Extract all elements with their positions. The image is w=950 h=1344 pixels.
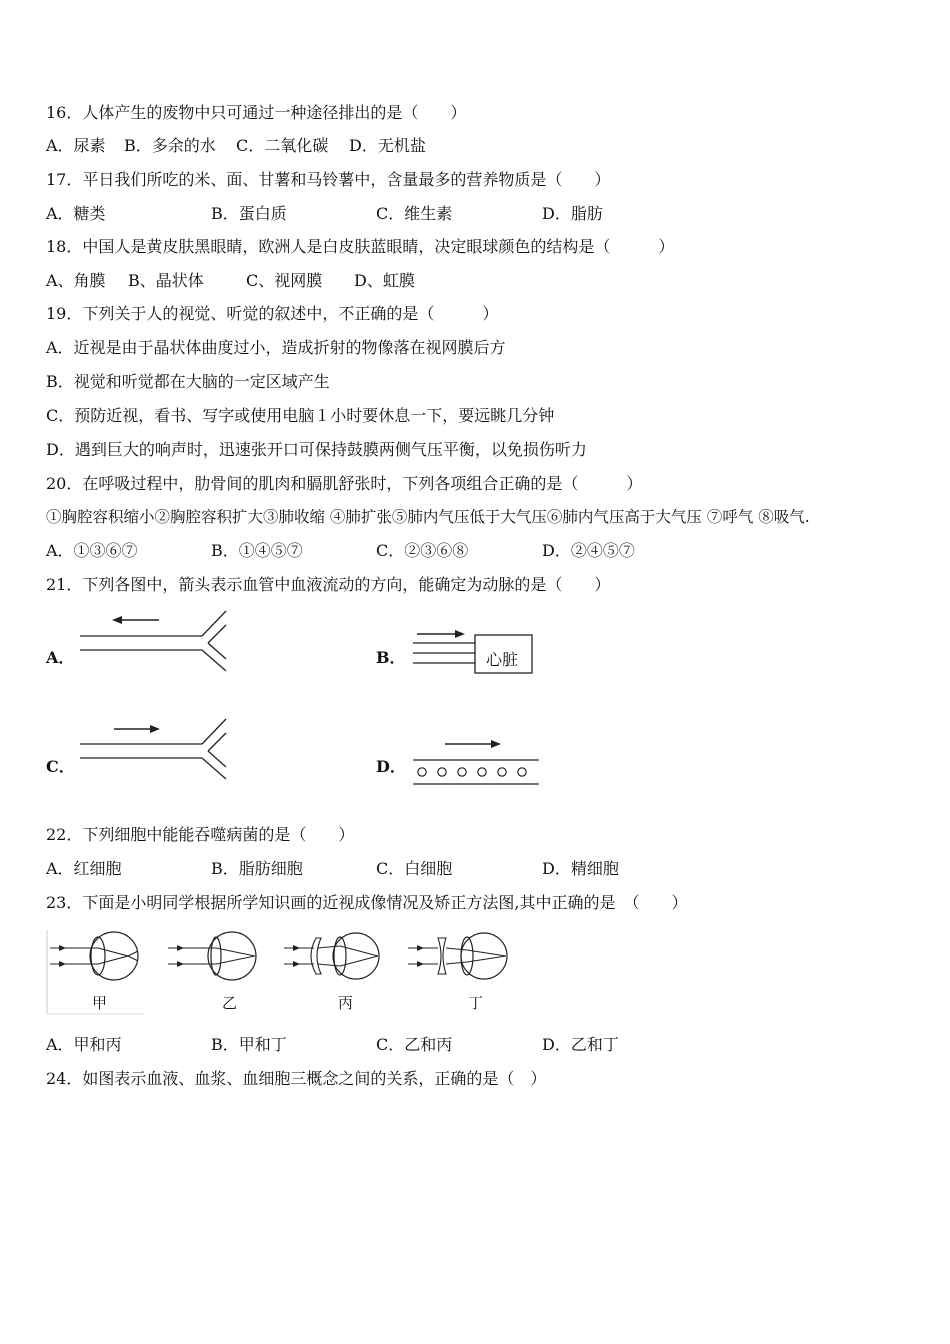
q19-stem: 19．下列关于人的视觉、听觉的叙述中，不正确的是（ ） xyxy=(46,304,499,323)
q24-stem: 24．如图表示血液、血浆、血细胞三概念之间的关系，正确的是（ ） xyxy=(46,1069,547,1088)
q22-option-b: B．脂肪细胞 xyxy=(211,859,303,878)
q23-option-d: D．乙和丁 xyxy=(542,1035,619,1054)
q16-option-b: B．多余的水 xyxy=(124,136,216,155)
q20-items: ①胸腔容积缩小②胸腔容积扩大③肺收缩 ④肺扩张⑤肺内气压低于大气压⑥肺内气压高于大气压 ⑦呼气 ⑧吸气. xyxy=(46,508,810,526)
q23-option-a: A．甲和丙 xyxy=(46,1035,122,1054)
q19-option-d: D．遇到巨大的响声时，迅速张开口可保持鼓膜两侧气压平衡，以免损伤听力 xyxy=(46,440,587,459)
q20-option-d: D．②④⑤⑦ xyxy=(542,541,635,560)
eye-diagram-bing xyxy=(280,926,384,986)
q20-option-c: C．②③⑥⑧ xyxy=(376,541,469,560)
q21-figure-b xyxy=(405,625,540,677)
q21-label-d: D． xyxy=(376,757,406,776)
q23-option-c: C．乙和丙 xyxy=(376,1035,453,1054)
q20-option-b: B．①④⑤⑦ xyxy=(211,541,303,560)
q19-option-c: C．预防近视，看书、写字或使用电脑１小时要休息一下，要远眺几分钟 xyxy=(46,406,555,425)
q22-option-a: A．红细胞 xyxy=(46,859,122,878)
q17-option-b: B．蛋白质 xyxy=(211,204,287,223)
q18-option-a: A、角膜 xyxy=(46,271,106,290)
q17-option-d: D．脂肪 xyxy=(542,204,603,223)
q22-stem: 22．下列细胞中能能吞噬病菌的是（ ） xyxy=(46,825,355,844)
q21-figure-a xyxy=(74,608,234,674)
eye-label-jia: 甲 xyxy=(92,994,108,1012)
eye-label-yi: 乙 xyxy=(222,994,238,1012)
q22-option-d: D．精细胞 xyxy=(542,859,619,878)
q17-option-c: C．维生素 xyxy=(376,204,453,223)
q17-option-a: A．糖类 xyxy=(46,204,106,223)
heart-label: 心脏 xyxy=(486,650,519,669)
q17-stem: 17．平日我们所吃的米、面、甘薯和马铃薯中，含量最多的营养物质是（ ） xyxy=(46,170,611,189)
q22-option-c: C．白细胞 xyxy=(376,859,453,878)
eye-label-ding: 丁 xyxy=(468,994,484,1012)
q21-figure-d xyxy=(405,734,545,788)
q23-stem: 23．下面是小明同学根据所学知识画的近视成像情况及矫正方法图,其中正确的是 （ ） xyxy=(46,893,688,912)
q20-stem: 20．在呼吸过程中，肋骨间的肌肉和膈肌舒张时，下列各项组合正确的是（ ） xyxy=(46,474,643,493)
q21-label-b: B． xyxy=(376,648,406,667)
q18-option-b: B、晶状体 xyxy=(128,271,204,290)
q19-option-b: B．视觉和听觉都在大脑的一定区域产生 xyxy=(46,372,330,391)
eye-diagram-yi xyxy=(162,926,266,986)
q18-option-d: D、虹膜 xyxy=(354,271,415,290)
eye-label-bing: 丙 xyxy=(338,994,354,1012)
q16-option-a: A．尿素 xyxy=(46,136,106,155)
q23-option-b: B．甲和丁 xyxy=(211,1035,287,1054)
q21-label-a: A． xyxy=(46,648,75,667)
q16-option-d: D．无机盐 xyxy=(349,136,426,155)
q20-option-a: A．①③⑥⑦ xyxy=(46,541,138,560)
eye-diagram-ding xyxy=(404,926,514,986)
q16-option-c: C．二氧化碳 xyxy=(236,136,329,155)
q19-option-a: A．近视是由于晶状体曲度过小，造成折射的物像落在视网膜后方 xyxy=(46,338,506,357)
q18-stem: 18．中国人是黄皮肤黑眼睛，欧洲人是白皮肤蓝眼睛，决定眼球颜色的结构是（ ） xyxy=(46,237,675,256)
q21-stem: 21．下列各图中，箭头表示血管中血液流动的方向，能确定为动脉的是（ ） xyxy=(46,575,611,594)
q18-option-c: C、视网膜 xyxy=(246,271,323,290)
q16-stem: 16．人体产生的废物中只可通过一种途径排出的是（ ） xyxy=(46,103,467,122)
q21-label-c: C． xyxy=(46,757,75,776)
q21-figure-c xyxy=(74,716,234,782)
